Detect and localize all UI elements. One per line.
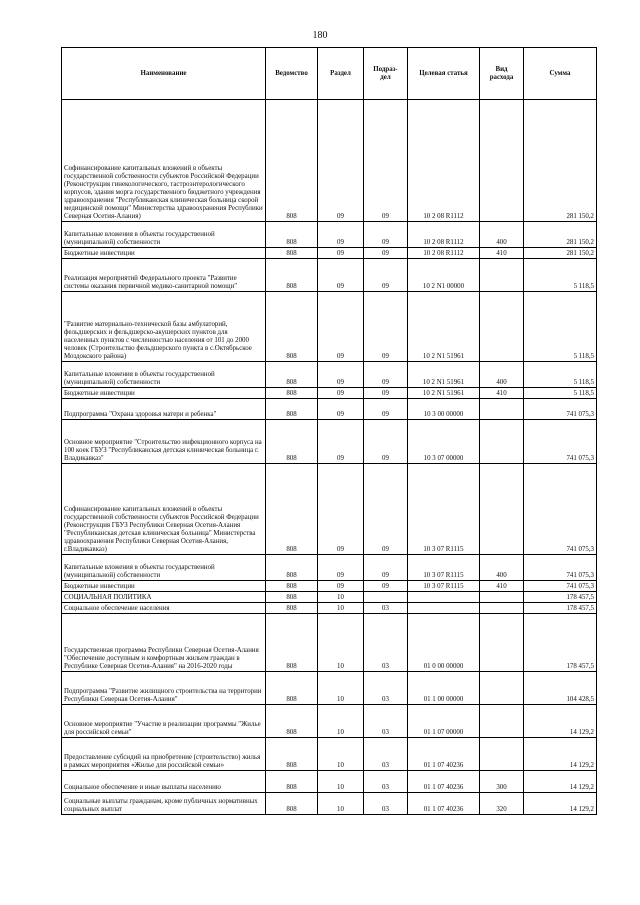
cell-target-item (408, 592, 480, 603)
header-expense-type: Вид расхода (480, 48, 524, 100)
cell-section: 09 (318, 100, 364, 222)
cell-name: "Развитие материально-технической базы амбулаторий, фельдшерских и фельдшерско-акушерских пунктов для населенных пунктов с численностью населения от 101 до 2000 человек (Строительство фельдшерского пункта в с.Октябрьское Моздокского района) (62, 292, 266, 362)
table-row (62, 614, 597, 672)
cell-amount: 178 457,5 (524, 592, 597, 603)
cell-expense-type (480, 738, 524, 771)
cell-amount: 14 129,2 (524, 705, 597, 738)
cell-amount: 741 075,3 (524, 581, 597, 592)
table-row (62, 420, 597, 464)
cell-department: 808 (266, 672, 318, 705)
cell-subsection: 09 (364, 555, 408, 581)
cell-target-item: 10 3 07 R1115 (408, 581, 480, 592)
cell-name: Капитальные вложения в объекты государственной (муниципальной) собственности (62, 555, 266, 581)
cell-subsection: 03 (364, 793, 408, 815)
cell-department: 808 (266, 399, 318, 420)
cell-name: Бюджетные инвестиции (62, 388, 266, 399)
cell-amount: 14 129,2 (524, 771, 597, 793)
cell-subsection (364, 592, 408, 603)
cell-department: 808 (266, 248, 318, 259)
cell-subsection: 09 (364, 581, 408, 592)
cell-section: 10 (318, 705, 364, 738)
cell-section: 09 (318, 388, 364, 399)
cell-subsection: 03 (364, 771, 408, 793)
cell-section: 10 (318, 603, 364, 614)
cell-section: 10 (318, 672, 364, 705)
cell-subsection: 03 (364, 705, 408, 738)
cell-expense-type (480, 672, 524, 705)
cell-department: 808 (266, 362, 318, 388)
cell-section: 09 (318, 555, 364, 581)
table-row (62, 705, 597, 738)
cell-amount: 14 129,2 (524, 738, 597, 771)
cell-name: Реализация мероприятий Федерального проекта "Развитие системы оказания первичной медико-санитарной помощи" (62, 259, 266, 292)
cell-section: 09 (318, 248, 364, 259)
cell-section: 09 (318, 292, 364, 362)
cell-section: 09 (318, 581, 364, 592)
cell-expense-type (480, 592, 524, 603)
cell-section: 09 (318, 464, 364, 555)
page-number: 180 (312, 30, 328, 41)
cell-expense-type: 410 (480, 388, 524, 399)
cell-subsection: 09 (364, 464, 408, 555)
cell-subsection: 03 (364, 614, 408, 672)
cell-target-item: 01 1 07 40236 (408, 793, 480, 815)
cell-department: 808 (266, 555, 318, 581)
cell-department: 808 (266, 705, 318, 738)
cell-department: 808 (266, 420, 318, 464)
cell-subsection: 09 (364, 292, 408, 362)
cell-name: Основное мероприятие "Участие в реализации программы "Жилье для российской семьи" (62, 705, 266, 738)
header-section: Раздел (318, 48, 364, 100)
cell-section: 10 (318, 592, 364, 603)
table-row (62, 222, 597, 248)
cell-name: Подпрограмма "Развитие жилищного строительства на территории Республики Северная Осетия-Алания" (62, 672, 266, 705)
cell-department: 808 (266, 581, 318, 592)
table-row (62, 292, 597, 362)
cell-amount: 5 118,5 (524, 388, 597, 399)
cell-department: 808 (266, 603, 318, 614)
cell-department: 808 (266, 464, 318, 555)
cell-amount: 104 428,5 (524, 672, 597, 705)
cell-section: 10 (318, 738, 364, 771)
cell-expense-type (480, 100, 524, 222)
table-row (62, 793, 597, 815)
table-row (62, 603, 597, 614)
cell-target-item: 01 0 00 00000 (408, 614, 480, 672)
cell-target-item: 10 3 00 00000 (408, 399, 480, 420)
header-target-item: Целевая статья (408, 48, 480, 100)
table-row (62, 399, 597, 420)
cell-department: 808 (266, 771, 318, 793)
cell-section: 09 (318, 259, 364, 292)
cell-target-item: 01 1 07 40236 (408, 738, 480, 771)
cell-name: Социальное обеспечение и иные выплаты населению (62, 771, 266, 793)
cell-subsection: 09 (364, 248, 408, 259)
cell-amount: 281 150,2 (524, 248, 597, 259)
cell-department: 808 (266, 614, 318, 672)
cell-name: Бюджетные инвестиции (62, 581, 266, 592)
cell-section: 09 (318, 222, 364, 248)
table-row (62, 581, 597, 592)
cell-name: Подпрограмма "Охрана здоровья матери и ребенка" (62, 399, 266, 420)
cell-target-item: 10 2 N1 51961 (408, 388, 480, 399)
table-row (62, 248, 597, 259)
cell-expense-type (480, 464, 524, 555)
cell-subsection: 09 (364, 222, 408, 248)
cell-subsection: 09 (364, 388, 408, 399)
cell-name: Социальные выплаты гражданам, кроме публичных нормативных социальных выплат (62, 793, 266, 815)
cell-department: 808 (266, 388, 318, 399)
cell-department: 808 (266, 100, 318, 222)
cell-amount: 5 118,5 (524, 259, 597, 292)
cell-target-item: 10 2 08 R1112 (408, 100, 480, 222)
cell-name: Софинансирование капитальных вложений в объекты государственной собственности субъектов Российской Федерации (Реконструкция гинекологического, гастроэнтерологического корпусов, здания морга государственного бюджетного учреждения здравоохранения "Республиканская клиническая больница скорой медицинской помощи" Министерства здравоохранения Республики Северная Осетия-Алания) (62, 100, 266, 222)
cell-department: 808 (266, 592, 318, 603)
cell-expense-type: 320 (480, 793, 524, 815)
table-body (62, 100, 597, 815)
cell-name: Капитальные вложения в объекты государственной (муниципальной) собственности (62, 222, 266, 248)
cell-name: Капитальные вложения в объекты государственной (муниципальной) собственности (62, 362, 266, 388)
table-row (62, 672, 597, 705)
cell-expense-type (480, 292, 524, 362)
cell-expense-type (480, 399, 524, 420)
cell-target-item: 01 1 07 40236 (408, 771, 480, 793)
cell-name: Основное мероприятие "Строительство инфекционного корпуса на 100 коек ГБУЗ "Республиканская детская клиническая больница г. Владикавказ" (62, 420, 266, 464)
table-row (62, 738, 597, 771)
cell-department: 808 (266, 222, 318, 248)
cell-target-item: 10 3 07 00000 (408, 420, 480, 464)
cell-target-item: 10 2 08 R1112 (408, 222, 480, 248)
table-header-row (62, 48, 597, 100)
table-row (62, 592, 597, 603)
cell-subsection: 09 (364, 259, 408, 292)
cell-section: 09 (318, 399, 364, 420)
cell-target-item: 01 1 07 00000 (408, 705, 480, 738)
cell-amount: 741 075,3 (524, 420, 597, 464)
cell-amount: 281 150,2 (524, 100, 597, 222)
cell-section: 10 (318, 793, 364, 815)
cell-expense-type: 400 (480, 555, 524, 581)
cell-subsection: 03 (364, 603, 408, 614)
table-row (62, 555, 597, 581)
cell-section: 09 (318, 420, 364, 464)
cell-target-item (408, 603, 480, 614)
cell-target-item: 10 2 08 R1112 (408, 248, 480, 259)
cell-amount: 178 457,5 (524, 614, 597, 672)
cell-name: Социальное обеспечение населения (62, 603, 266, 614)
cell-subsection: 09 (364, 420, 408, 464)
cell-department: 808 (266, 793, 318, 815)
table-row (62, 259, 597, 292)
cell-target-item: 10 2 N1 51961 (408, 362, 480, 388)
cell-expense-type: 400 (480, 222, 524, 248)
cell-name: Государственная программа Республики Северная Осетия-Алания "Обеспечение доступным и комфортным жильем граждан в Республике Северная Осетия-Алания" на 2016-2020 годы (62, 614, 266, 672)
cell-amount: 178 457,5 (524, 603, 597, 614)
cell-department: 808 (266, 259, 318, 292)
table-row (62, 388, 597, 399)
budget-table (61, 47, 597, 815)
table-row (62, 362, 597, 388)
cell-expense-type: 410 (480, 581, 524, 592)
cell-section: 10 (318, 614, 364, 672)
cell-amount: 5 118,5 (524, 362, 597, 388)
cell-expense-type: 300 (480, 771, 524, 793)
table-row (62, 100, 597, 222)
cell-target-item: 10 2 N1 00000 (408, 259, 480, 292)
cell-expense-type (480, 705, 524, 738)
cell-department: 808 (266, 292, 318, 362)
cell-expense-type (480, 603, 524, 614)
cell-amount: 741 075,3 (524, 464, 597, 555)
cell-section: 10 (318, 771, 364, 793)
cell-expense-type (480, 259, 524, 292)
cell-subsection: 03 (364, 738, 408, 771)
table-row (62, 771, 597, 793)
cell-expense-type: 400 (480, 362, 524, 388)
cell-expense-type (480, 614, 524, 672)
cell-expense-type: 410 (480, 248, 524, 259)
cell-amount: 5 118,5 (524, 292, 597, 362)
cell-subsection: 09 (364, 362, 408, 388)
cell-subsection: 03 (364, 672, 408, 705)
cell-target-item: 10 3 07 R1115 (408, 464, 480, 555)
cell-department: 808 (266, 738, 318, 771)
cell-expense-type (480, 420, 524, 464)
table-row (62, 464, 597, 555)
cell-amount: 281 150,2 (524, 222, 597, 248)
cell-amount: 14 129,2 (524, 793, 597, 815)
cell-target-item: 10 2 N1 51961 (408, 292, 480, 362)
header-amount: Сумма (524, 48, 597, 100)
header-subsection: Подраз- дел (364, 48, 408, 100)
cell-name: Бюджетные инвестиции (62, 248, 266, 259)
cell-target-item: 10 3 07 R1115 (408, 555, 480, 581)
cell-subsection: 09 (364, 399, 408, 420)
header-department: Ведомство (266, 48, 318, 100)
cell-name: Предоставление субсидий на приобретение (строительство) жилья в рамках мероприятия «Жилье для российской семьи» (62, 738, 266, 771)
cell-name: СОЦИАЛЬНАЯ ПОЛИТИКА (62, 592, 266, 603)
cell-section: 09 (318, 362, 364, 388)
cell-amount: 741 075,3 (524, 399, 597, 420)
cell-target-item: 01 1 00 00000 (408, 672, 480, 705)
header-name: Наименование (62, 48, 266, 100)
cell-subsection: 09 (364, 100, 408, 222)
cell-name: Софинансирование капитальных вложений в объекты государственной собственности субъектов Российской Федерации (Реконструкция ГБУЗ Республики Северная Осетия-Алания "Республиканская детская клиническая больница" Министерства здравоохранения Республики Северная Осетия-Алания, г.Владикавказ) (62, 464, 266, 555)
cell-amount: 741 075,3 (524, 555, 597, 581)
